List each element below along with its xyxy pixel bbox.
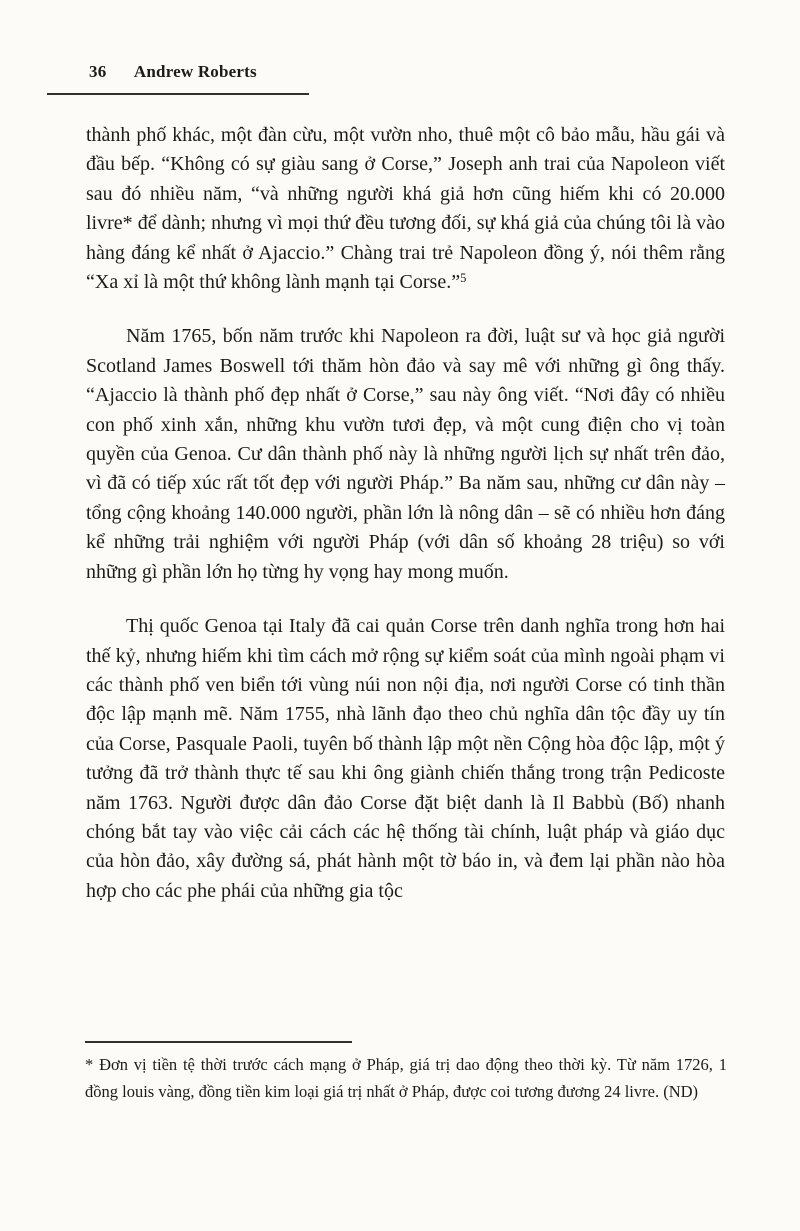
- footnote: * Đơn vị tiền tệ thời trước cách mạng ở Pháp, giá trị dao động theo thời kỳ. Từ năm 1726, 1 đồng louis vàng, đồng tiền kim loại giá trị nhất ở Pháp, được coi tương đương 24 livre. (ND): [85, 1055, 727, 1101]
- page-number: 36: [89, 62, 107, 81]
- text-run: Thị quốc Genoa tại Italy đã cai quản Corse trên danh nghĩa trong hơn hai thế kỷ, nhưng hiếm khi tìm cách mở rộng sự kiểm soát của mình ngoài phạm vi các thành phố ven biển tới vùng núi non nội địa, nơi người Corse có tinh thần độc lập mạnh mẽ. Năm 1755, nhà lãnh đạo theo chủ nghĩa dân tộc đầy uy tín của Corse, Pasquale Paoli, tuyên bố thành lập một nền Cộng hòa độc lập, một ý tưởng đã trở thành thực tế sau khi ông giành chiến thắng trong trận Pedicoste năm 1763. Người được dân đảo Corse đặt biệt danh là Il Babbù (Bố) nhanh chóng bắt tay vào việc cải cách các hệ thống tài chính, luật pháp và giáo dục của hòn đảo, xây đường sá, phát hành một tờ báo in, và đem lại phần nào hòa hợp cho các phe phái của những gia tộc: [86, 615, 725, 902]
- text-run: Năm 1765, bốn năm trước khi Napoleon ra đời, luật sư và học giả người Scotland James Boswell tới thăm hòn đảo và say mê với những gì ông thấy. “Ajaccio là thành phố đẹp nhất ở Corse,” sau này ông viết. “Nơi đây có nhiều con phố xinh xắn, những khu vườn tươi đẹp, và một cung điện cho vị toàn quyền của Genoa. Cư dân thành phố này là những người lịch sự nhất trên đảo, vì đã có tiếp xúc rất tốt đẹp với người Pháp.” Ba năm sau, những cư dân này – tổng cộng khoảng 140.000 người, phần lớn là nông dân – sẽ có nhiều hơn đáng kể những trải nghiệm với người Pháp (với dân số khoảng 28 triệu) so với những gì phần lớn họ từng hy vọng hay mong muốn.: [86, 325, 725, 583]
- paragraph: [86, 612, 725, 906]
- page-header: [89, 62, 257, 82]
- footnote-marker: 5: [460, 271, 467, 286]
- text-run: thành phố khác, một đàn cừu, một vườn nho, thuê một cô bảo mẫu, hầu gái và đầu bếp. “Không có sự giàu sang ở Corse,” Joseph anh trai của Napoleon viết sau đó nhiều năm, “và những người khá giả hơn cũng hiếm khi có 20.000 livre* để dành; nhưng vì mọi thứ đều tương đối, sự khá giả của chúng tôi là vào hàng đáng kể nhất ở Ajaccio.” Chàng trai trẻ Napoleon đồng ý, nói thêm rằng “Xa xỉ là một thứ không lành mạnh tại Corse.”: [86, 124, 725, 294]
- running-title: Andrew Roberts: [133, 62, 257, 81]
- footnote-rule: [85, 1041, 352, 1043]
- paragraph: [86, 121, 725, 297]
- header-rule: [47, 93, 309, 95]
- body-paragraphs: [86, 121, 725, 931]
- paragraph: [86, 322, 725, 587]
